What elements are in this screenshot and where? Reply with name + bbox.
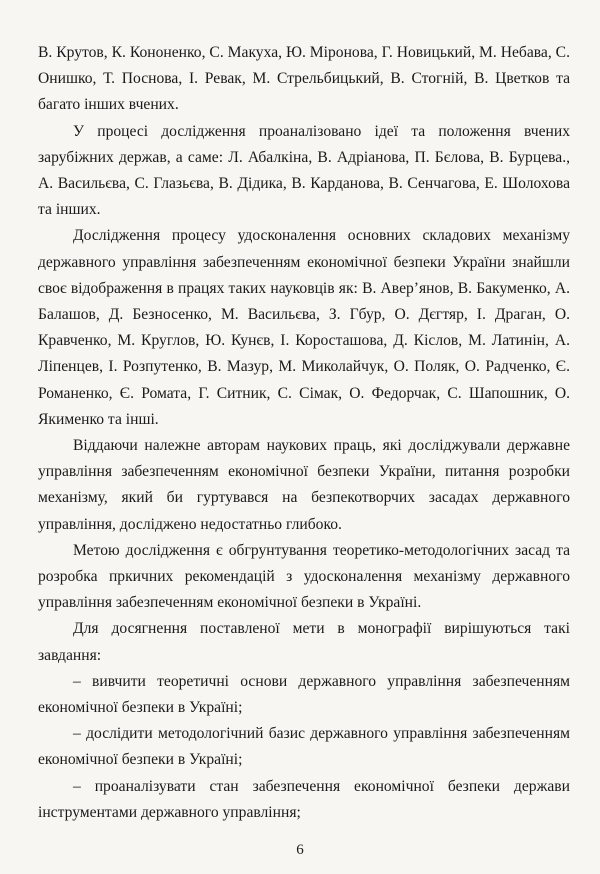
body-text [38, 40, 570, 826]
paragraph-tasks-intro: Для досягнення поставленої мети в монографії вирішуються такі завдання: [38, 620, 570, 664]
task-item-2: – дослідити методологічний базис державного управління забезпеченням економічної безпеки в Україні; [38, 725, 570, 769]
paragraph-foreign-scholars: У процесі дослідження проаналізовано ідеї та положення вчених зарубіжних держав, а саме: Л. Абалкіна, В. Адріанова, П. Бєлова, В. Бурцева., А. Васильєва, С. Глазьєва, В. Дідика, В. Карданова, В. Сенчагова, Е. Шолохова та інших. [38, 122, 570, 219]
paragraph-insufficient-research: Віддаючи належне авторам наукових праць, які досліджували державне управління забезпеченням економічної безпеки України, питання розробки механізму, який би гуртувався на безпекотворчих засадах державного управління, досліджено недостатньо глибоко. [38, 437, 570, 533]
paragraph-authors-continued: В. Крутов, К. Кононенко, С. Макуха, Ю. Міронова, Г. Новицький, М. Небава, С. Онишко, Т. Поснова, І. Ревак, М. Стрельбицький, В. Стогній, В. Цветков та багато інших вчених. [38, 44, 570, 114]
paragraph-mechanism-research: Дослідження процесу удосконалення основних складових механізму державного управління забезпеченням економічної безпеки України знайшли своє відображення в працях таких науковців як: В. Авер’янов, В. Бакуменко, А. Балашов, Д. Безносенко, М. Васильєва, З. Гбур, О. Дєгтяр, І. Драган, О. Кравченко, М. Круглов, Ю. Кунєв, І. Коросташова, Д. Кіслов, М. Латинін, А. Ліпенцев, І. Розпутенко, В. Мазур, М. Миколайчук, О. Поляк, О. Радченко, Є. Романенко, Є. Ромата, Г. Ситник, С. Сімак, О. Федорчак, С. Шапошник, О. Якименко та інші. [38, 227, 570, 428]
page-number: 6 [296, 842, 304, 858]
task-item-3: – проаналізувати стан забезпечення економічної безпеки держави інструментами державного управління; [38, 777, 570, 821]
paragraph-research-goal: Метою дослідження є обгрунтування теоретико-методологічних засад та розробка пркичних рекомендацій з удосконалення механізму державного управління забезпеченням економічної безпеки в Україні. [38, 541, 570, 612]
task-item-1: – вивчити теоретичні основи державного управління забезпеченням економічної безпеки в Україні; [38, 672, 570, 717]
